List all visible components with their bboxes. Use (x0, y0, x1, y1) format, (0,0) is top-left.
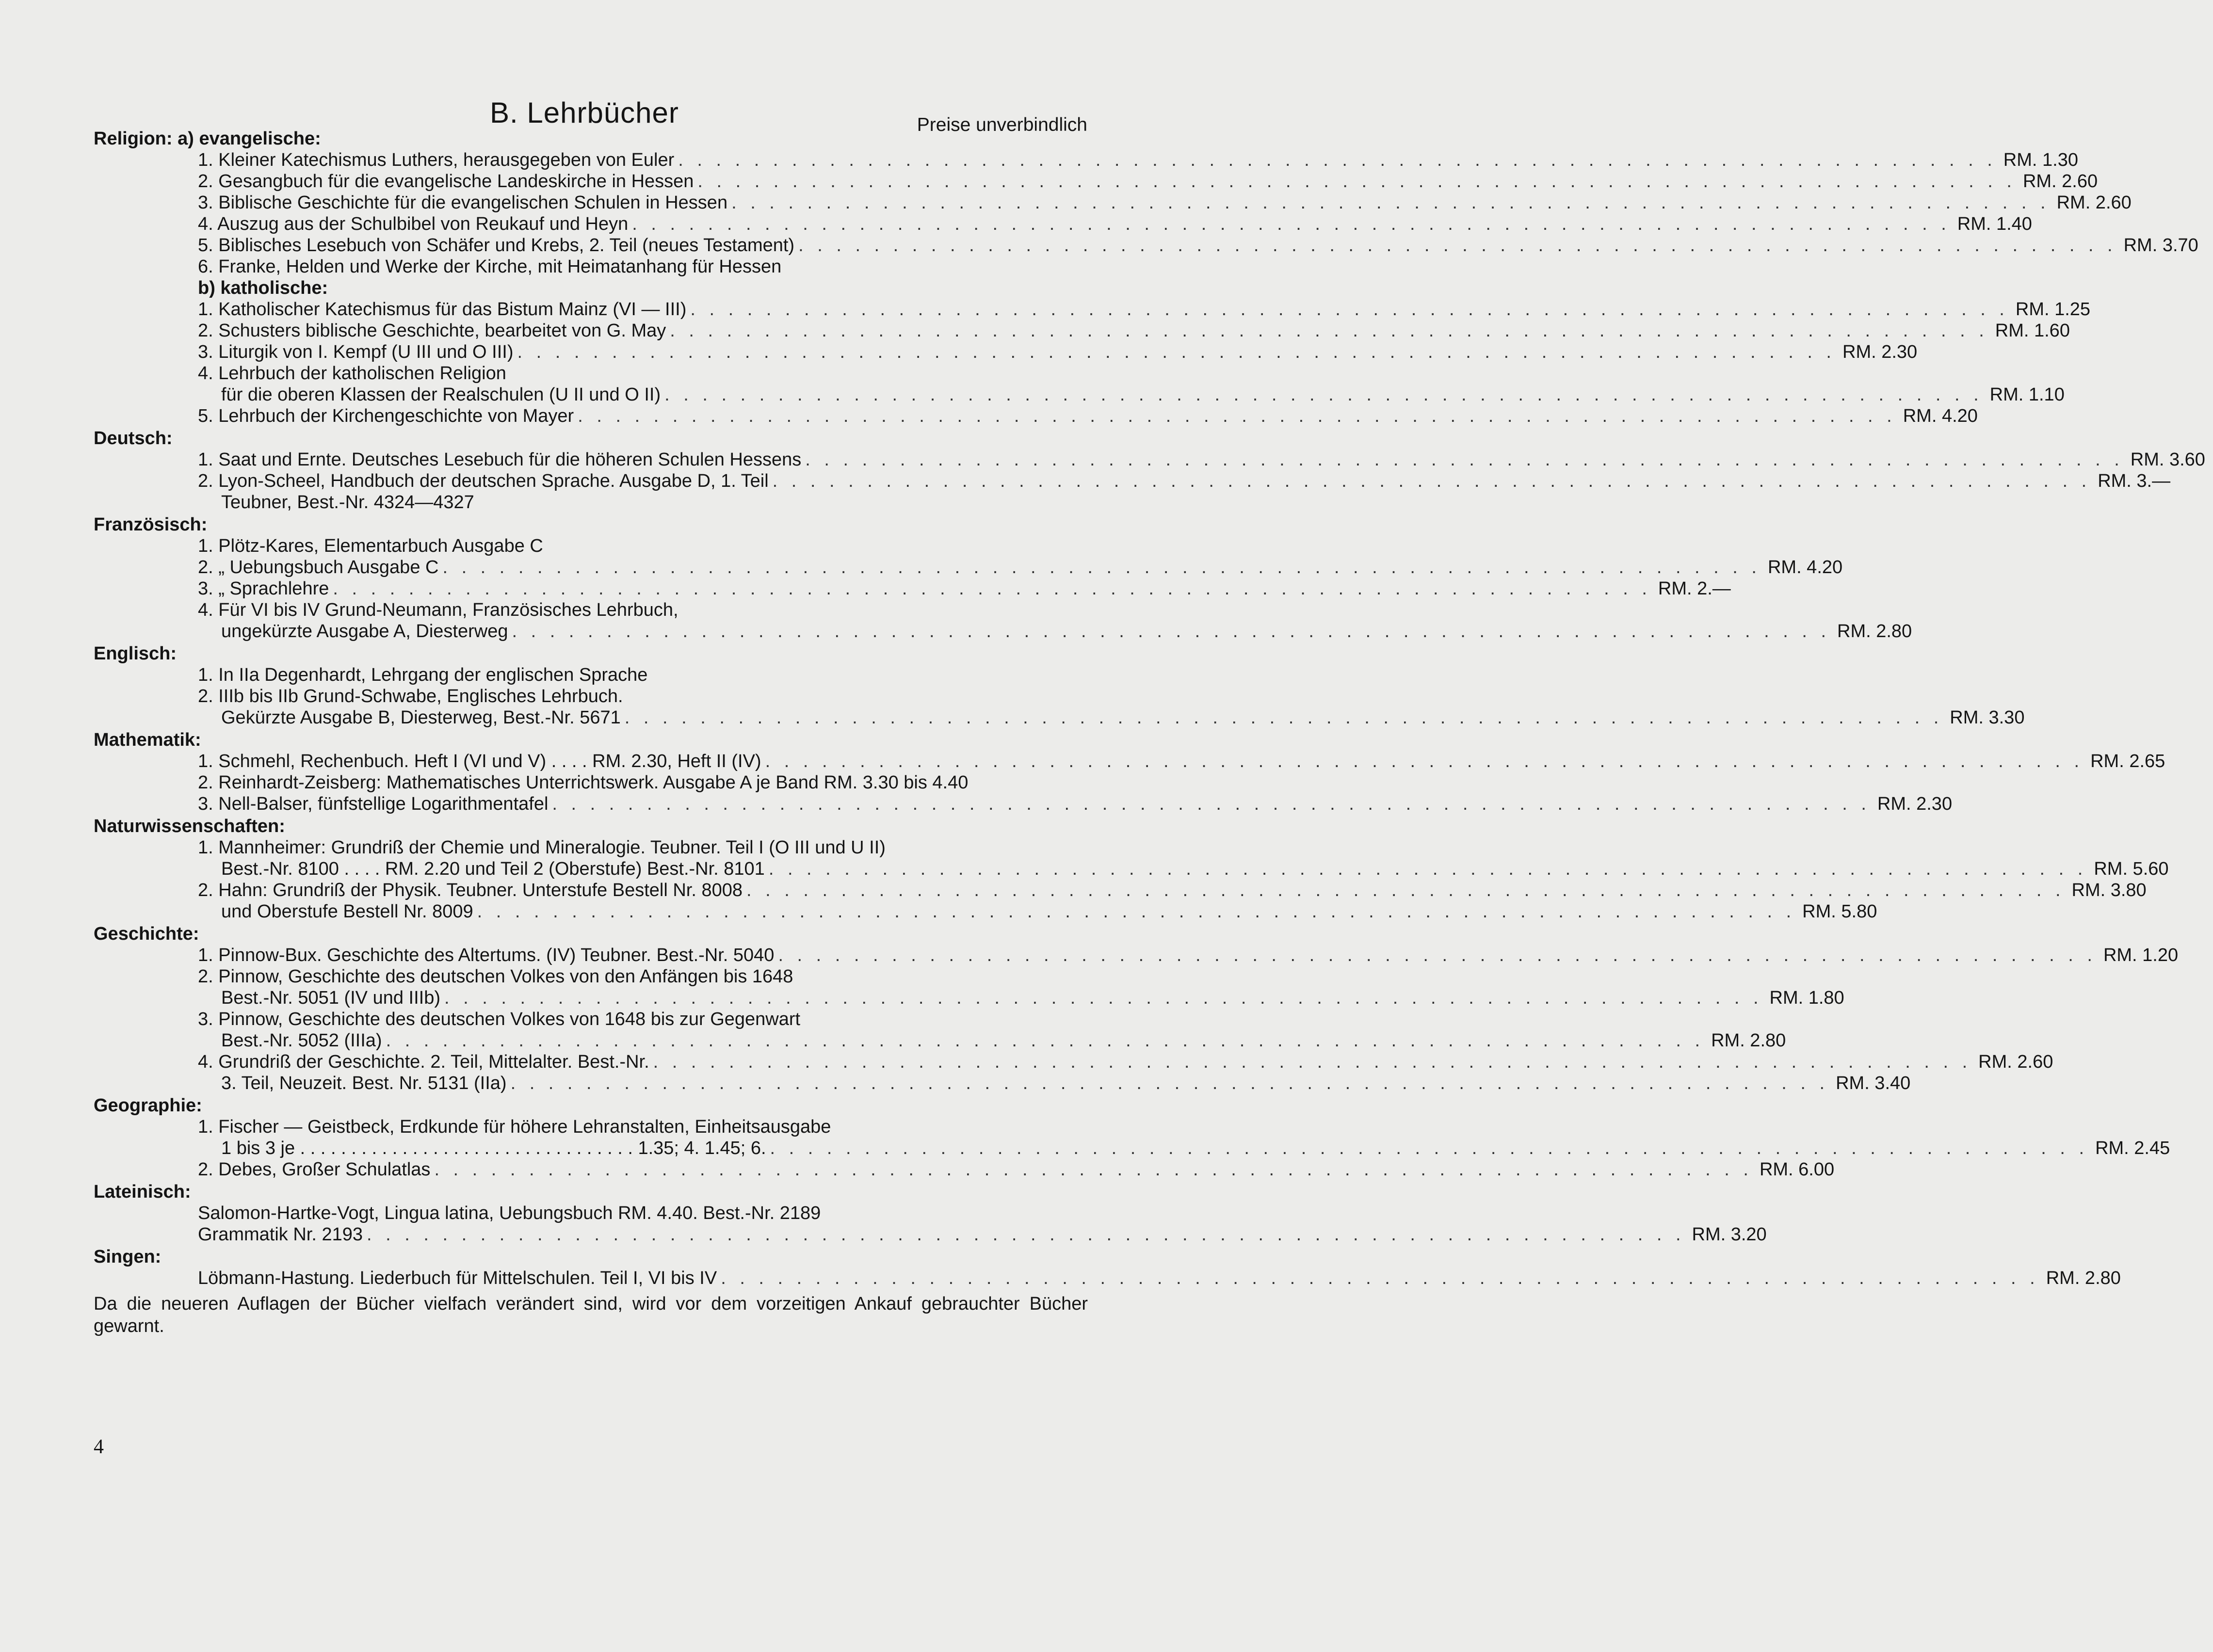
page-title: B. Lehrbücher (490, 96, 679, 129)
subject-heading: Französisch: (94, 514, 208, 535)
subject-heading: Deutsch: (94, 428, 173, 449)
book-entry (94, 235, 2198, 256)
book-price: RM. 1.20 (2103, 945, 2179, 965)
book-entry (94, 621, 1912, 642)
dot-leader: . . . . . . . . . . . . . . . . . . . . . . . . . . . . . . . . . . . . . . . . . . . . . . . . . . . . . . . . . . . . . . . . . . . . . . (805, 449, 2124, 470)
book-title: 1. Katholischer Katechismus für das Bistum Mainz (VI — III) (198, 299, 687, 320)
book-title: Löbmann-Hastung. Liederbuch für Mittelschulen. Teil I, VI bis IV (198, 1268, 717, 1288)
book-entry (94, 686, 1088, 707)
book-entry (94, 901, 1877, 922)
book-title: Best.-Nr. 5051 (IV und IIIb) (221, 988, 440, 1008)
dot-leader: . . . . . . . . . . . . . . . . . . . . . . . . . . . . . . . . . . . . . . . . . . . . . . . . . . . . . . . . . . . . . . . . . . . . . . (765, 751, 2084, 771)
dot-leader: . . . . . . . . . . . . . . . . . . . . . . . . . . . . . . . . . . . . . . . . . . . . . . . . . . . . . . . . . . . . . . . . . . . . . . (367, 1224, 1685, 1245)
book-entry (94, 1203, 1088, 1224)
dot-leader: . . . . . . . . . . . . . . . . . . . . . . . . . . . . . . . . . . . . . . . . . . . . . . . . . . . . . . . . . . . . . . . . . . . . . . (690, 299, 2009, 320)
dot-leader: . . . . . . . . . . . . . . . . . . . . . . . . . . . . . . . . . . . . . . . . . . . . . . . . . . . . . . . . . . . . . . . . . . . . . . (721, 1268, 2039, 1288)
book-price: RM. 3.30 (1950, 707, 2025, 728)
subsection-heading: b) katholische: (198, 278, 328, 298)
book-entry (94, 772, 1088, 793)
book-entry (94, 599, 1088, 621)
book-entry (94, 405, 1978, 427)
book-price: RM. 2.— (1658, 578, 1731, 599)
dot-leader: . . . . . . . . . . . . . . . . . . . . . . . . . . . . . . . . . . . . . . . . . . . . . . . . . . . . . . . . . . . . . . . . . . . . . . (768, 859, 2087, 879)
subject-heading: Naturwissenschaften: (94, 816, 285, 836)
book-entry (94, 578, 1731, 599)
book-price: RM. 3.70 (2123, 235, 2198, 256)
book-title: für die oberen Klassen der Realschulen (U II und O II) (221, 385, 661, 405)
book-price: RM. 3.60 (2130, 449, 2205, 470)
dot-leader: . . . . . . . . . . . . . . . . . . . . . . . . . . . . . . . . . . . . . . . . . . . . . . . . . . . . . . . . . . . . . . . . . . . . . . (333, 578, 1651, 599)
book-title: 1. Plötz-Kares, Elementarbuch Ausgabe C (198, 536, 543, 556)
book-entry (94, 880, 2147, 901)
book-entry (94, 470, 2171, 492)
dot-leader: . . . . . . . . . . . . . . . . . . . . . . . . . . . . . . . . . . . . . . . . . . . . . . . . . . . . . . . . . . . . . . . . . . . . . . (670, 321, 1988, 341)
subject-heading: Englisch: (94, 643, 177, 664)
dot-leader: . . . . . . . . . . . . . . . . . . . . . . . . . . . . . . . . . . . . . . . . . . . . . . . . . . . . . . . . . . . . . . . . . . . . . . (664, 385, 1983, 405)
book-price: RM. 3.40 (1836, 1073, 1911, 1093)
book-title: 4. Grundriß der Geschichte. 2. Teil, Mittelalter. Best.-Nr. (198, 1052, 649, 1072)
book-title: 3. Nell-Balser, fünfstellige Logarithmentafel (198, 794, 549, 814)
page-number: 4 (94, 1436, 104, 1458)
book-entry (94, 707, 2025, 728)
dot-leader: . . . . . . . . . . . . . . . . . . . . . . . . . . . . . . . . . . . . . . . . . . . . . . . . . . . . . . . . . . . . . . . . . . . . . . (477, 901, 1796, 922)
book-price: RM. 1.30 (2003, 150, 2078, 170)
book-entry (94, 837, 1088, 858)
book-title: 1 bis 3 je . . . . . . . . . . . . . . . . . . . . . . . . . . . . . . . . . 1.35; 4. 1.45; 6. (221, 1138, 766, 1158)
subject-heading: Lateinisch: (94, 1182, 191, 1202)
book-entry (94, 858, 2169, 880)
book-price: RM. 2.45 (2095, 1138, 2170, 1158)
book-price: RM. 1.80 (1769, 988, 1844, 1008)
book-title: 1. In IIa Degenhardt, Lehrgang der englischen Sprache (198, 665, 648, 685)
dot-leader: . . . . . . . . . . . . . . . . . . . . . . . . . . . . . . . . . . . . . . . . . . . . . . . . . . . . . . . . . . . . . . . . . . . . . . (624, 707, 1943, 728)
book-title: Teubner, Best.-Nr. 4324—4327 (221, 492, 474, 513)
book-title: ungekürzte Ausgabe A, Diesterweg (221, 621, 508, 642)
dot-leader: . . . . . . . . . . . . . . . . . . . . . . . . . . . . . . . . . . . . . . . . . . . . . . . . . . . . . . . . . . . . . . . . . . . . . . (697, 171, 2016, 192)
dot-leader: . . . . . . . . . . . . . . . . . . . . . . . . . . . . . . . . . . . . . . . . . . . . . . . . . . . . . . . . . . . . . . . . . . . . . . (512, 621, 1831, 642)
book-entry (94, 966, 1088, 987)
book-entry (94, 535, 1088, 557)
dot-leader: . . . . . . . . . . . . . . . . . . . . . . . . . . . . . . . . . . . . . . . . . . . . . . . . . . . . . . . . . . . . . . . . . . . . . . (798, 235, 2117, 256)
book-title: 3. Liturgik von I. Kempf (U III und O III) (198, 342, 514, 362)
dot-leader: . . . . . . . . . . . . . . . . . . . . . . . . . . . . . . . . . . . . . . . . . . . . . . . . . . . . . . . . . . . . . . . . . . . . . . (731, 192, 2050, 213)
book-price: RM. 4.20 (1767, 557, 1843, 577)
dot-leader: . . . . . . . . . . . . . . . . . . . . . . . . . . . . . . . . . . . . . . . . . . . . . . . . . . . . . . . . . . . . . . . . . . . . . . (632, 214, 1951, 234)
book-price: RM. 2.65 (2090, 751, 2165, 771)
book-title: 3. Biblische Geschichte für die evangelischen Schulen in Hessen (198, 192, 728, 213)
book-title: 2. Lyon-Scheel, Handbuch der deutschen Sprache. Ausgabe D, 1. Teil (198, 471, 769, 491)
book-price: RM. 4.20 (1903, 406, 1978, 426)
dot-leader: . . . . . . . . . . . . . . . . . . . . . . . . . . . . . . . . . . . . . . . . . . . . . . . . . . . . . . . . . . . . . . . . . . . . . . (578, 406, 1896, 426)
book-title: 2. Gesangbuch für die evangelische Landeskirche in Hessen (198, 171, 694, 192)
book-entry (94, 363, 1088, 384)
book-entry (94, 320, 2070, 341)
dot-leader: . . . . . . . . . . . . . . . . . . . . . . . . . . . . . . . . . . . . . . . . . . . . . . . . . . . . . . . . . . . . . . . . . . . . . . (517, 342, 1836, 362)
book-entry (94, 256, 1088, 277)
subject-heading: Geographie: (94, 1095, 202, 1116)
book-entry (94, 1073, 1911, 1094)
book-title: 2. Debes, Großer Schulatlas (198, 1159, 431, 1180)
book-price: RM. 6.00 (1759, 1159, 1835, 1180)
book-price: RM. 3.— (2098, 471, 2171, 491)
book-price: RM. 2.30 (1877, 794, 1953, 814)
book-title: 1. Saat und Ernte. Deutsches Lesebuch für die höheren Schulen Hessens (198, 449, 802, 470)
book-title: 6. Franke, Helden und Werke der Kirche, mit Heimatanhang für Hessen (198, 257, 782, 277)
book-title: 1. Mannheimer: Grundriß der Chemie und Mineralogie. Teubner. Teil I (O III und U II) (198, 837, 886, 858)
dot-leader: . . . . . . . . . . . . . . . . . . . . . . . . . . . . . . . . . . . . . . . . . . . . . . . . . . . . . . . . . . . . . . . . . . . . . . (434, 1159, 1753, 1180)
dot-leader: . . . . . . . . . . . . . . . . . . . . . . . . . . . . . . . . . . . . . . . . . . . . . . . . . . . . . . . . . . . . . . . . . . . . . . (444, 988, 1763, 1008)
book-entry (94, 1138, 2170, 1159)
dot-leader: . . . . . . . . . . . . . . . . . . . . . . . . . . . . . . . . . . . . . . . . . . . . . . . . . . . . . . . . . . . . . . . . . . . . . . (510, 1073, 1829, 1093)
book-price: RM. 5.80 (1802, 901, 1877, 922)
book-price: RM. 2.80 (2046, 1268, 2121, 1288)
book-price: RM. 1.60 (1995, 321, 2070, 341)
dot-leader: . . . . . . . . . . . . . . . . . . . . . . . . . . . . . . . . . . . . . . . . . . . . . . . . . . . . . . . . . . . . . . . . . . . . . . (772, 471, 2091, 491)
book-entry (94, 1159, 1835, 1180)
book-price: RM. 5.60 (2094, 859, 2169, 879)
book-entry (94, 449, 2205, 470)
book-list (94, 127, 2205, 1337)
book-title: 5. Biblisches Lesebuch von Schäfer und Krebs, 2. Teil (neues Testament) (198, 235, 795, 256)
book-title: 1. Fischer — Geistbeck, Erdkunde für höhere Lehranstalten, Einheitsausgabe (198, 1117, 831, 1137)
book-entry (94, 299, 2091, 320)
book-entry (94, 1224, 1767, 1245)
book-price: RM. 2.80 (1711, 1030, 1786, 1051)
book-title: 1. Pinnow-Bux. Geschichte des Altertums. (IV) Teubner. Best.-Nr. 5040 (198, 945, 775, 965)
book-entry (94, 171, 2098, 192)
book-title: 5. Lehrbuch der Kirchengeschichte von Mayer (198, 406, 574, 426)
dot-leader: . . . . . . . . . . . . . . . . . . . . . . . . . . . . . . . . . . . . . . . . . . . . . . . . . . . . . . . . . . . . . . . . . . . . . . (442, 557, 1761, 577)
book-entry (94, 1009, 1088, 1030)
book-title: und Oberstufe Bestell Nr. 8009 (221, 901, 473, 922)
book-price: RM. 2.60 (1978, 1052, 2053, 1072)
dot-leader: . . . . . . . . . . . . . . . . . . . . . . . . . . . . . . . . . . . . . . . . . . . . . . . . . . . . . . . . . . . . . . . . . . . . . . (678, 150, 1997, 170)
book-entry (94, 192, 2132, 213)
book-price: RM. 1.10 (1989, 385, 2065, 405)
subject-heading: Singen: (94, 1247, 162, 1267)
book-entry (94, 492, 1088, 513)
book-price: RM. 2.60 (2022, 171, 2098, 192)
dot-leader: . . . . . . . . . . . . . . . . . . . . . . . . . . . . . . . . . . . . . . . . . . . . . . . . . . . . . . . . . . . . . . . . . . . . . . (746, 880, 2065, 900)
book-price: RM. 2.80 (1837, 621, 1912, 642)
book-entry (94, 1030, 1786, 1051)
book-price: RM. 1.40 (1957, 214, 2032, 234)
book-title: 4. Lehrbuch der katholischen Religion (198, 363, 506, 384)
dot-leader: . . . . . . . . . . . . . . . . . . . . . . . . . . . . . . . . . . . . . . . . . . . . . . . . . . . . . . . . . . . . . . . . . . . . . . (778, 945, 2097, 965)
subject-heading: Geschichte: (94, 924, 199, 944)
book-title: 2. Reinhardt-Zeisberg: Mathematisches Unterrichtswerk. Ausgabe A je Band RM. 3.30 bis 4.40 (198, 772, 969, 793)
book-entry (94, 1116, 1088, 1138)
book-price: RM. 3.80 (2071, 880, 2147, 900)
subject-heading: Mathematik: (94, 730, 201, 750)
dot-leader: . . . . . . . . . . . . . . . . . . . . . . . . . . . . . . . . . . . . . . . . . . . . . . . . . . . . . . . . . . . . . . . . . . . . . . (552, 794, 1871, 814)
book-title: 2. IIIb bis IIb Grund-Schwabe, Englisches Lehrbuch. (198, 686, 623, 706)
book-title: 2. Hahn: Grundriß der Physik. Teubner. Unterstufe Bestell Nr. 8008 (198, 880, 743, 900)
book-entry (94, 751, 2165, 772)
purchase-warning-note: Da die neueren Auflagen der Bücher vielfach verändert sind, wird vor dem vorzeitigen Ankauf gebrauchter Bücher gewarnt. (94, 1294, 1088, 1336)
book-entry (94, 793, 1953, 815)
book-title: 1. Kleiner Katechismus Luthers, herausgegeben von Euler (198, 150, 675, 170)
book-entry (94, 1267, 2121, 1289)
book-title: Best.-Nr. 8100 . . . . RM. 2.20 und Teil 2 (Oberstufe) Best.-Nr. 8101 (221, 859, 765, 879)
book-title: 2. „ Uebungsbuch Ausgabe C (198, 557, 439, 577)
book-entry (94, 557, 1843, 578)
book-entry (94, 384, 2065, 405)
book-title: 3. Teil, Neuzeit. Best. Nr. 5131 (IIa) (221, 1073, 507, 1093)
book-price: RM. 2.30 (1842, 342, 1918, 362)
book-price: RM. 1.25 (2015, 299, 2091, 320)
book-title: 3. „ Sprachlehre (198, 578, 329, 599)
book-title: 2. Schusters biblische Geschichte, bearbeitet von G. May (198, 321, 666, 341)
book-entry (94, 945, 2179, 966)
subject-heading: Religion: a) evangelische: (94, 128, 321, 149)
book-entry (94, 664, 1088, 686)
book-title: 3. Pinnow, Geschichte des deutschen Volkes von 1648 bis zur Gegenwart (198, 1009, 801, 1029)
book-title: Best.-Nr. 5052 (IIIa) (221, 1030, 382, 1051)
book-title: Gekürzte Ausgabe B, Diesterweg, Best.-Nr. 5671 (221, 707, 621, 728)
book-title: 4. Auszug aus der Schulbibel von Reukauf und Heyn (198, 214, 629, 234)
book-price: RM. 3.20 (1692, 1224, 1767, 1245)
book-title: 2. Pinnow, Geschichte des deutschen Volkes von den Anfängen bis 1648 (198, 966, 793, 987)
book-price: RM. 2.60 (2056, 192, 2132, 213)
dot-leader: . . . . . . . . . . . . . . . . . . . . . . . . . . . . . . . . . . . . . . . . . . . . . . . . . . . . . . . . . . . . . . . . . . . . . . (770, 1138, 2089, 1158)
book-title: 4. Für VI bis IV Grund-Neumann, Französisches Lehrbuch, (198, 600, 678, 620)
dot-leader: . . . . . . . . . . . . . . . . . . . . . . . . . . . . . . . . . . . . . . . . . . . . . . . . . . . . . . . . . . . . . . . . . . . . . . (386, 1030, 1705, 1051)
book-entry (94, 213, 2032, 235)
book-entry (94, 341, 1918, 363)
book-entry (94, 1051, 2053, 1073)
prices-note: Preise unverbindlich (917, 114, 1087, 135)
book-title: Salomon-Hartke-Vogt, Lingua latina, Uebungsbuch RM. 4.40. Best.-Nr. 2189 (198, 1203, 821, 1223)
book-title: Grammatik Nr. 2193 (198, 1224, 363, 1245)
book-title: 1. Schmehl, Rechenbuch. Heft I (VI und V) . . . . RM. 2.30, Heft II (IV) (198, 751, 761, 771)
dot-leader: . . . . . . . . . . . . . . . . . . . . . . . . . . . . . . . . . . . . . . . . . . . . . . . . . . . . . . . . . . . . . . . . . . . . . . (653, 1052, 1972, 1072)
book-entry (94, 149, 2078, 171)
book-entry (94, 987, 1844, 1009)
